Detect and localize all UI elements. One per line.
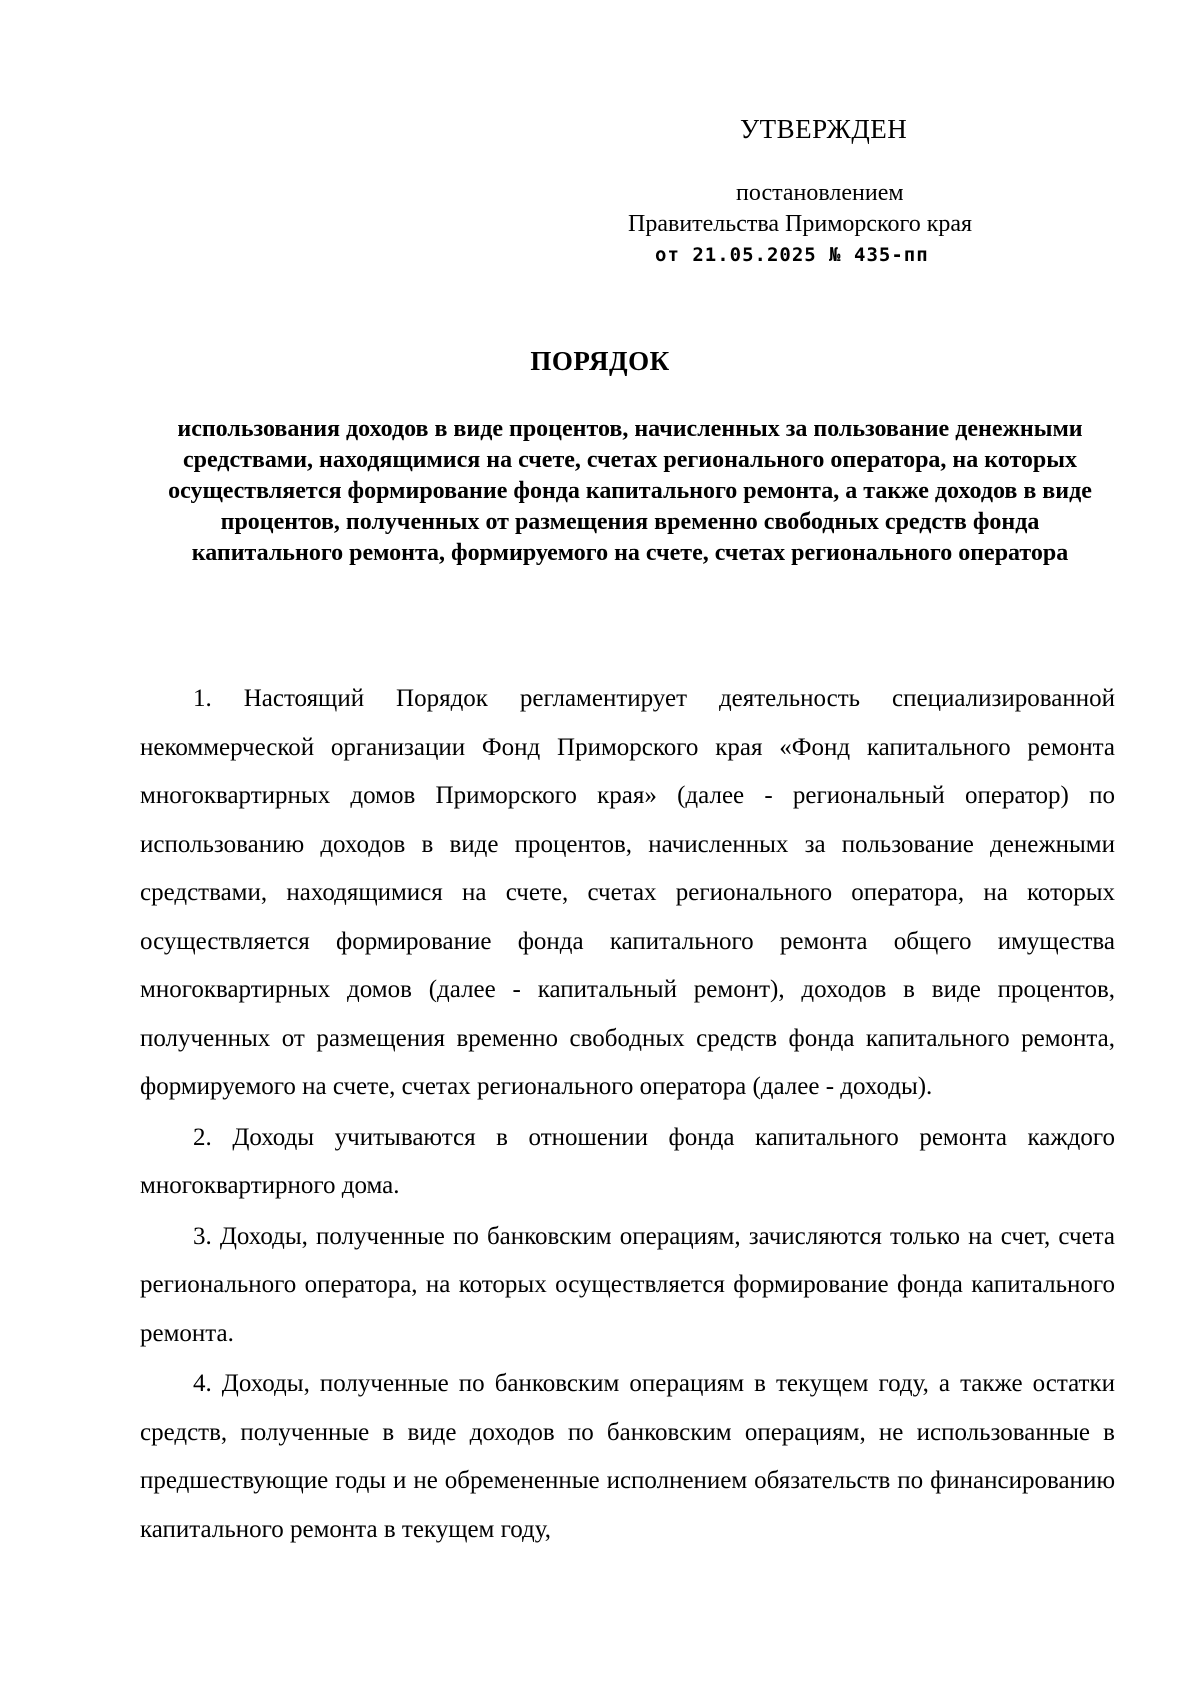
document-title: ПОРЯДОК xyxy=(530,346,670,376)
decree-date-number: от 21.05.2025 № 435-пп xyxy=(655,244,929,266)
paragraph-3: 3. Доходы, полученные по банковским операциям, зачисляются только на счет, счета регионального оператора, на которых осуществляется формирование фонда капитального ремонта. xyxy=(140,1222,1115,1347)
document-body xyxy=(140,675,1115,1554)
document-subtitle: использования доходов в виде процентов, начисленных за пользование денежными средствами, находящимися на счете, счетах регионального оператора, на которых осуществляется формирование фонда капитального ремонта, а также доходов в виде процентов, полученных от размещения временно свободных средств фонда капитального ремонта, формируемого на счете, счетах регионального оператора xyxy=(168,416,1092,566)
paragraph-2: 2. Доходы учитываются в отношении фонда капитального ремонта каждого многоквартирного дома. xyxy=(140,1123,1115,1199)
paragraph-4: 4. Доходы, полученные по банковским операциям в текущем году, а также остатки средств, полученные в виде доходов по банковским операциям, не использованные в предшествующие годы и не обремененные исполнением обязательств по финансированию капитального ремонта в текущем году, xyxy=(140,1370,1115,1543)
government-label: Правительства Приморского края xyxy=(628,211,973,237)
paragraph-1: 1. Настоящий Порядок регламентирует деятельность специализированной некоммерческой организации Фонд Приморского края «Фонд капитального ремонта многоквартирных домов Приморского края» (далее - региональный оператор) по использованию доходов в виде процентов, начисленных за пользование денежными средствами, находящимися на счете, счетах регионального оператора, на которых осуществляется формирование фонда капитального ремонта общего имущества многоквартирных домов (далее - капитальный ремонт), доходов в виде процентов, полученных от размещения временно свободных средств фонда капитального ремонта, формируемого на счете, счетах регионального оператора (далее - доходы). xyxy=(140,685,1115,1100)
approved-label: УТВЕРЖДЕН xyxy=(740,114,908,144)
decree-label: постановлением xyxy=(736,180,904,206)
